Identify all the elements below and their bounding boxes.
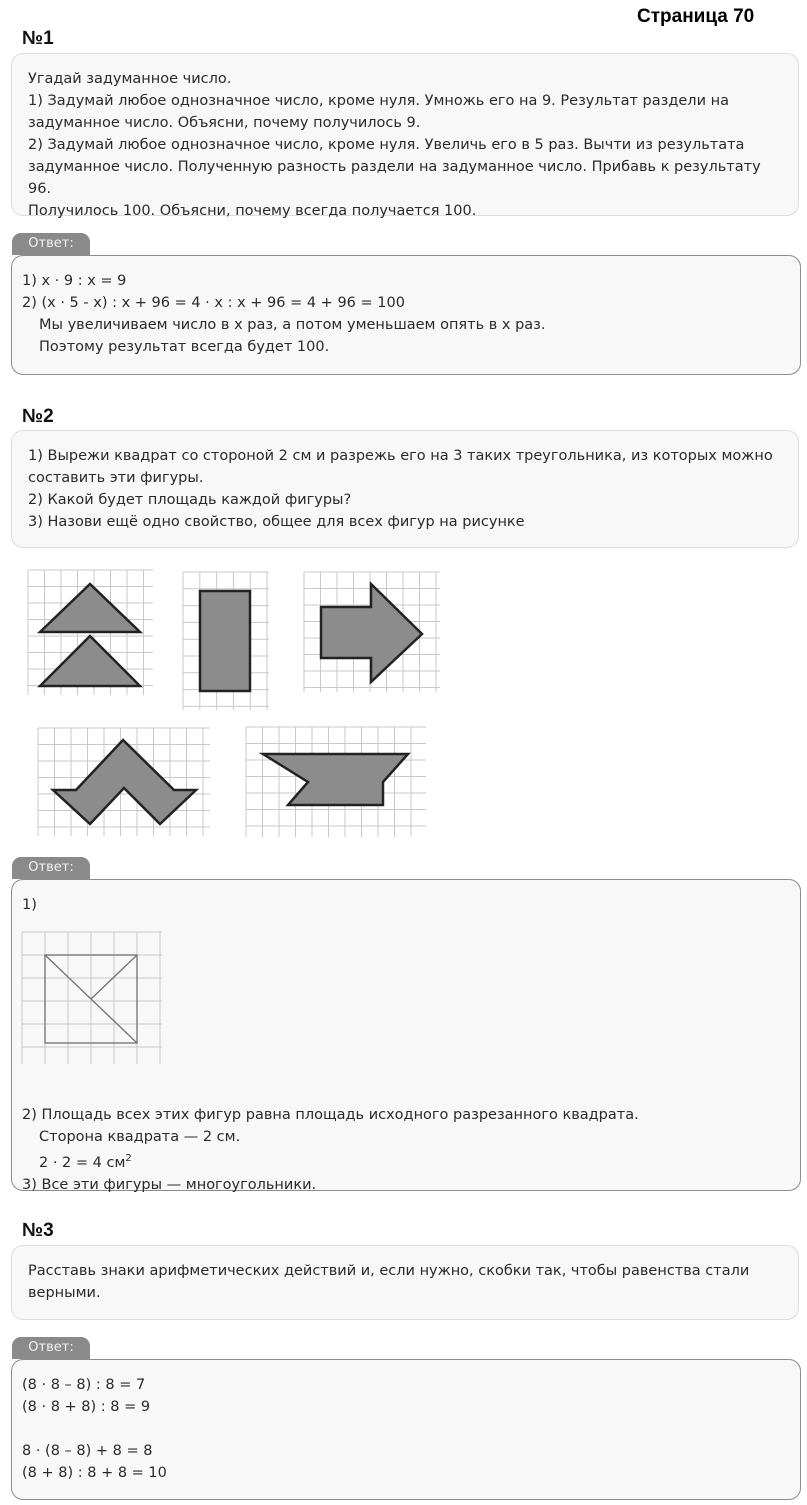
answer-line: 2) Площадь всех этих фигур равна площадь исходного разрезанного квадрата.	[22, 1107, 639, 1123]
task-3-statement	[11, 1245, 799, 1320]
answer-line: (8 · 8 + 8) : 8 = 9	[22, 1399, 151, 1415]
triangle-top	[40, 584, 140, 632]
page-label: Страница 70	[637, 6, 755, 27]
task-2-line: 3) Назови ещё одно свойство, общее для всех фигур на рисунке	[28, 514, 525, 530]
answer-line: 8 · (8 – 8) + 8 = 8	[22, 1443, 153, 1459]
answer-line: 3) Все эти фигуры — многоугольники.	[22, 1176, 317, 1193]
answer-figure-cut-square	[22, 932, 162, 1064]
task-1-statement	[11, 53, 799, 219]
task-3-answer	[11, 1359, 801, 1500]
task-2-line: 1) Вырежи квадрат со стороной 2 см и разрежь его на 3 таких треугольника, из которых можно	[28, 448, 773, 464]
area-text: 2 · 2 = 4 см	[39, 1154, 126, 1171]
answer-tab-2: Ответ:	[12, 857, 90, 879]
task-2-number: №2	[22, 406, 54, 427]
rectangle-shape	[200, 591, 250, 691]
triangle-bottom	[40, 636, 140, 686]
arrow-shape	[321, 584, 422, 682]
figure-two-triangles	[28, 570, 153, 695]
task-2-statement	[11, 430, 799, 548]
trapezoid-shape	[263, 754, 408, 805]
task-2-line: 2) Какой будет площадь каждой фигуры?	[28, 492, 352, 508]
answer-line: (8 + 8) : 8 + 8 = 10	[22, 1465, 167, 1481]
answer-line: 2) (x · 5 - x) : x + 96 = 4 · x : x + 96 = 4 + 96 = 100	[22, 295, 405, 311]
answer-tab-3: Ответ:	[12, 1337, 90, 1359]
task-3-line: Расставь знаки арифметических действий и, если нужно, скобки так, чтобы равенства стали	[28, 1263, 750, 1279]
task-1-line: задуманное число. Объясни, почему получилось 9.	[28, 115, 421, 131]
task-1-number: №1	[22, 28, 54, 49]
task-1-line: 1) Задумай любое однозначное число, кроме нуля. Умножь его на 9. Результат раздели на	[28, 93, 729, 109]
task-2-line: составить эти фигуры.	[28, 470, 204, 486]
answer-tab-1: Ответ:	[12, 233, 90, 255]
answer-line	[22, 1148, 790, 1174]
task-1-line: Получилось 100. Объясни, почему всегда получается 100.	[28, 203, 477, 219]
figure-chevron	[38, 728, 210, 836]
area-superscript: 2	[125, 1153, 132, 1164]
answer-line: Поэтому результат всегда будет 100.	[39, 339, 330, 355]
answer-line: 1) x · 9 : x = 9	[22, 273, 127, 289]
task-1-line: 2) Задумай любое однозначное число, кроме нуля. Увеличь его в 5 раз. Вычти из результата	[28, 137, 745, 153]
answer-line: 1)	[22, 897, 37, 913]
task-3-number: №3	[22, 1220, 54, 1241]
task-1-line: Угадай задуманное число.	[28, 71, 232, 87]
task-1-answer	[11, 255, 801, 375]
answer-line: Мы увеличиваем число в x раз, а потом уменьшаем опять в x раз.	[39, 317, 546, 333]
figure-rectangle	[183, 572, 269, 710]
figure-trapezoid	[246, 727, 426, 837]
answer-line: (8 · 8 – 8) : 8 = 7	[22, 1377, 146, 1393]
task-1-line: задуманное число. Полученную разность раздели на задуманное число. Прибавь к результату 96.	[28, 159, 761, 197]
task-3-line: верными.	[28, 1285, 101, 1301]
figure-arrow	[304, 572, 440, 692]
chevron-shape	[53, 740, 196, 824]
answer-line: Сторона квадрата — 2 см.	[39, 1129, 241, 1145]
